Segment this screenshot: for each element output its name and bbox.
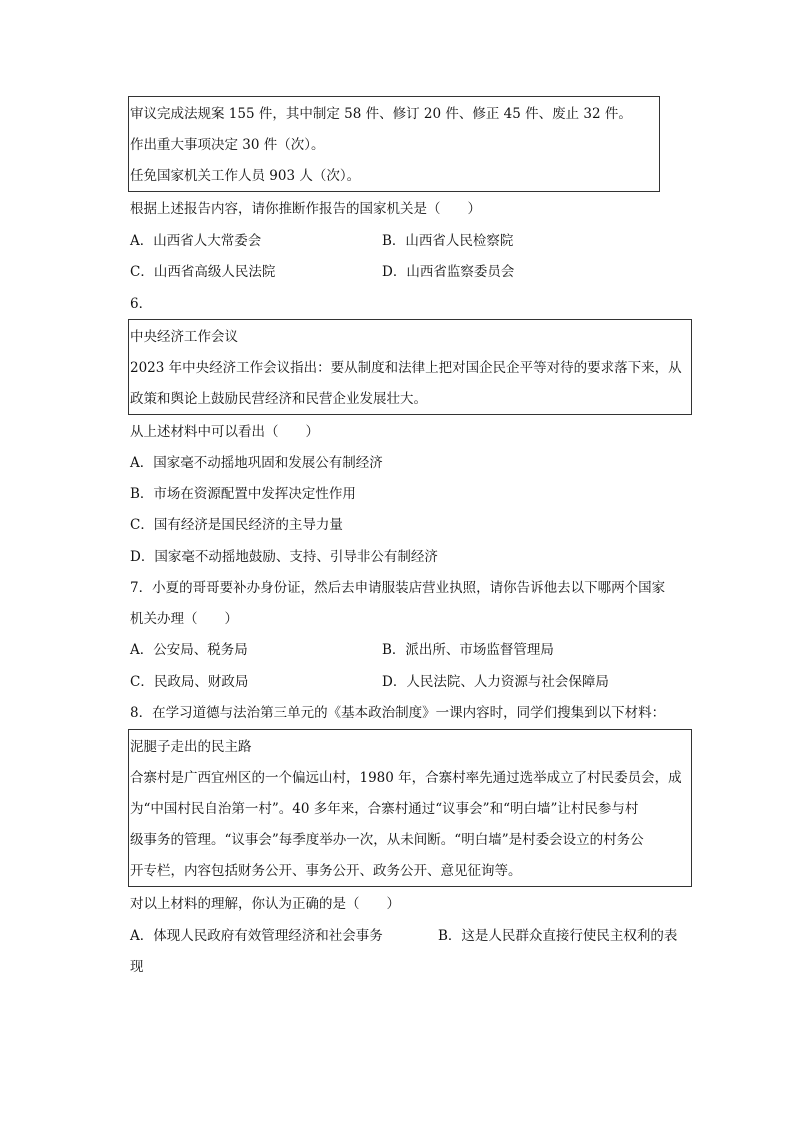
- q6-stem: 从上述材料中可以看出（ ）: [130, 424, 319, 440]
- q6-option-a[interactable]: A．国家毫不动摇地巩固和发展公有制经济: [130, 455, 383, 471]
- q8-question: 对以上材料的理解，你认为正确的是（ ）: [130, 896, 400, 912]
- q8-material-line-2: 为“中国村民自治第一村”。40 多年来，合寨村通过“议事会”和“明白墙”让村民参与村: [130, 801, 639, 817]
- q5-material-line-2: 作出重大事项决定 30 件（次）。: [130, 137, 325, 153]
- q8-material-line-1: 合寨村是广西宜州区的一个偏远山村，1980 年，合寨村率先通过选举成立了村民委员会，成: [130, 770, 682, 786]
- q5-material-line-3: 任免国家机关工作人员 903 人（次）。: [130, 168, 361, 184]
- q6-material-title: 中央经济工作会议: [130, 329, 238, 345]
- q7-option-a[interactable]: A．公安局、税务局: [130, 642, 248, 658]
- q5-option-d[interactable]: D．山西省监察委员会: [382, 264, 515, 280]
- q6-material-line-1: 2023 年中央经济工作会议指出：要从制度和法律上把对国企民企平等对待的要求落下来，从: [130, 360, 682, 376]
- q5-stem: 根据上述报告内容，请你推断作报告的国家机关是（ ）: [130, 201, 481, 217]
- q8-option-b-continuation: 现: [130, 959, 144, 975]
- q7-stem-line-1: 7．小夏的哥哥要补办身份证，然后去申请服装店营业执照，请你告诉他去以下哪两个国家: [130, 580, 666, 596]
- q5-option-a[interactable]: A．山西省人大常委会: [130, 233, 262, 249]
- q7-option-d[interactable]: D．人民法院、人力资源与社会保障局: [382, 674, 609, 690]
- q7-stem-line-2: 机关办理（ ）: [130, 611, 238, 627]
- q8-option-a[interactable]: A．体现人民政府有效管理经济和社会事务: [130, 928, 383, 944]
- q7-option-b[interactable]: B．派出所、市场监督管理局: [382, 642, 554, 658]
- q8-option-b[interactable]: B．这是人民群众直接行使民主权利的表: [438, 928, 678, 944]
- q8-material-line-3: 级事务的管理。“议事会”每季度举办一次，从未间断。“明白墙”是村委会设立的村务公: [130, 832, 644, 848]
- q5-material-line-1: 审议完成法规案 155 件，其中制定 58 件、修订 20 件、修正 45 件、废止 32 件。: [130, 106, 632, 122]
- q8-stem: 8．在学习道德与法治第三单元的《基本政治制度》一课内容时，同学们搜集到以下材料：: [130, 705, 666, 721]
- q6-material-line-2: 政策和舆论上鼓励民营经济和民营企业发展壮大。: [130, 391, 427, 407]
- q6-option-d[interactable]: D．国家毫不动摇地鼓励、支持、引导非公有制经济: [130, 549, 438, 565]
- q6-option-c[interactable]: C．国有经济是国民经济的主导力量: [130, 517, 343, 533]
- q8-material-title: 泥腿子走出的民主路: [130, 739, 252, 755]
- q6-number: 6．: [130, 296, 153, 312]
- q6-option-b[interactable]: B．市场在资源配置中发挥决定性作用: [130, 486, 356, 502]
- q5-option-c[interactable]: C．山西省高级人民法院: [130, 264, 276, 280]
- q5-option-b[interactable]: B．山西省人民检察院: [382, 233, 514, 249]
- q8-material-line-4: 开专栏，内容包括财务公开、事务公开、政务公开、意见征询等。: [130, 863, 522, 879]
- q7-option-c[interactable]: C．民政局、财政局: [130, 674, 249, 690]
